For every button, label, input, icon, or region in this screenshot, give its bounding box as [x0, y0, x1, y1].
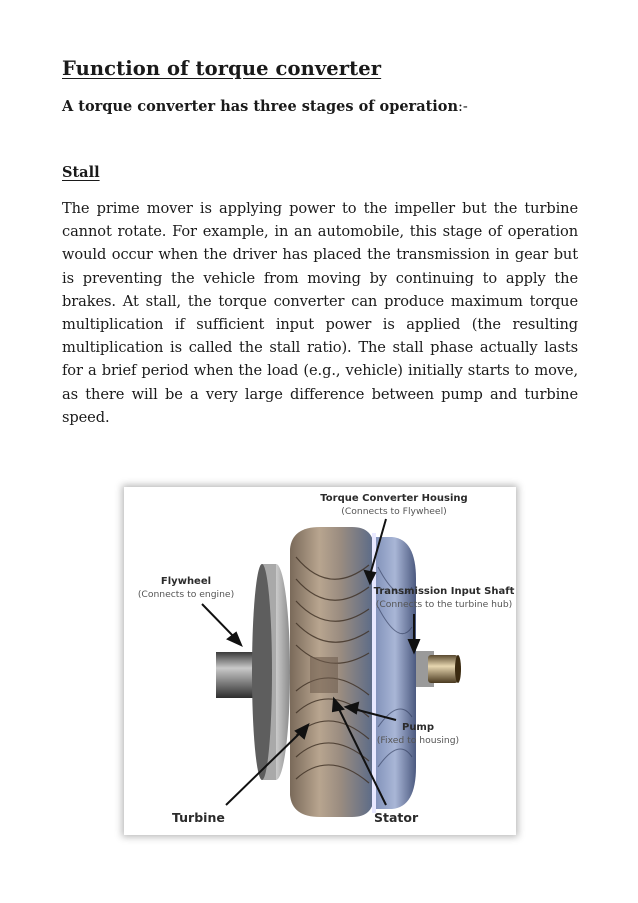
label-stator: Stator: [374, 810, 419, 825]
transmission-input-shaft: [428, 655, 458, 683]
intro-label: A torque converter has three stages of operation: [62, 98, 459, 115]
label-flywheel-sub: (Connects to engine): [137, 589, 235, 600]
label-shaft-title: Transmission Input Shaft: [373, 586, 515, 597]
intro-text: [62, 98, 468, 115]
stall-paragraph: The prime mover is applying power to the impeller but the turbine cannot rotate. For example, in an automobile, this stage of operation would occur when the driver has placed the transmission in gear but is preventing the vehicle from moving by continuing to apply the brakes. At stall, the torque converter can produce maximum torque multiplication if sufficient input power is applied (the resulting multiplication is called the stall ratio). The stall phase actually lasts for a brief period when the load (e.g., vehicle) initially starts to move, as there will be a very large difference between pump and turbine speed.: [62, 200, 578, 426]
section-heading-stall: Stall: [62, 164, 100, 181]
label-pump-sub: (Fixed to housing): [376, 735, 460, 746]
label-flywheel-title: Flywheel: [160, 576, 212, 587]
intro-suffix: :-: [458, 99, 468, 115]
label-housing-title: Torque Converter Housing: [320, 493, 468, 504]
label-shaft-sub: (Connects to the turbine hub): [375, 599, 513, 610]
converter-housing: [374, 537, 416, 809]
label-turbine: Turbine: [172, 810, 225, 825]
torque-converter-figure: [124, 487, 516, 835]
torque-converter-diagram: [124, 487, 516, 835]
page-title: Function of torque converter: [62, 57, 382, 80]
stator-core: [310, 657, 338, 693]
label-pump-title: Pump: [401, 722, 435, 733]
label-housing-sub: (Connects to Flywheel): [341, 506, 447, 517]
